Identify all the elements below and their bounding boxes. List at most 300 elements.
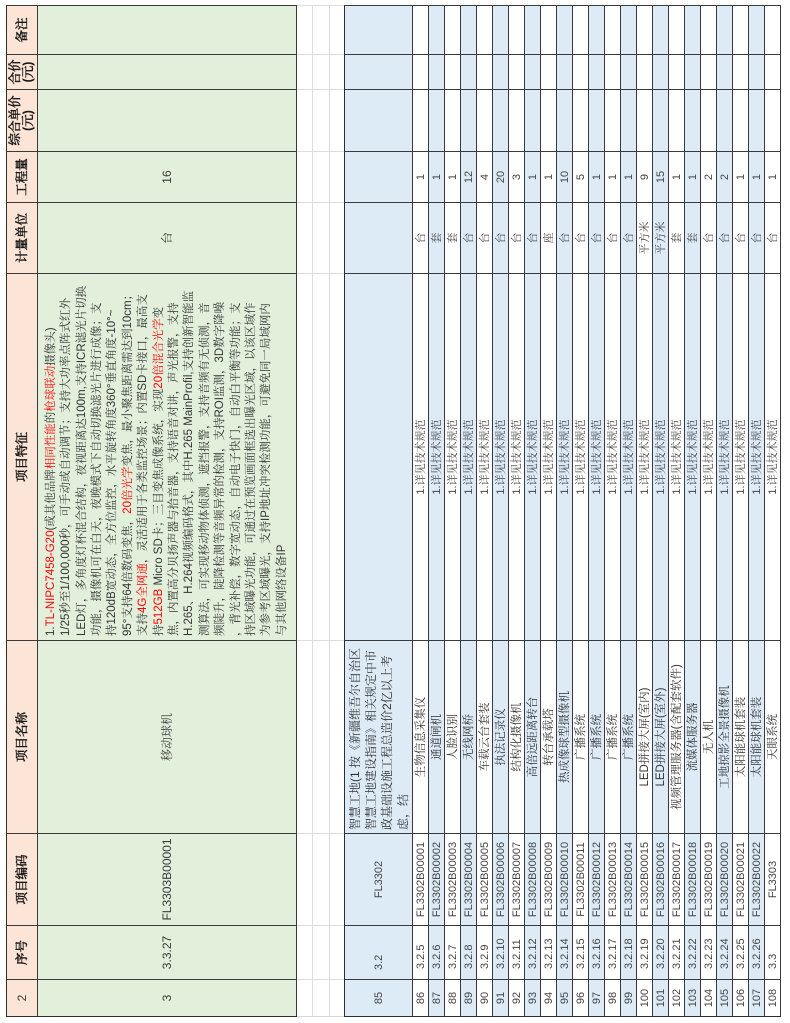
total-price-cell[interactable] [493, 54, 509, 89]
name-cell[interactable] [345, 640, 413, 833]
name-cell[interactable]: 广播系统 [621, 640, 637, 833]
code-cell[interactable]: FL3303 [765, 833, 781, 925]
unit-cell[interactable]: 台 [733, 202, 749, 273]
qty-cell[interactable]: 16 [38, 151, 297, 202]
name-cell[interactable]: 工地掠影全景摄像机 [717, 640, 733, 833]
feature-line [121, 289, 136, 636]
seq-cell[interactable]: 3.3 [765, 925, 781, 979]
qty-cell[interactable]: 4 [477, 151, 493, 202]
unit-price-cell[interactable] [445, 89, 461, 151]
row-index-cell[interactable]: 96 [573, 979, 589, 1016]
feature-line [244, 303, 259, 637]
blank-cell[interactable] [313, 89, 330, 151]
unit-cell[interactable]: 台 [765, 202, 781, 273]
row-index-cell[interactable]: 3 [38, 979, 297, 1016]
row-index-cell[interactable]: 98 [605, 979, 621, 1016]
qty-cell[interactable]: 10 [557, 151, 573, 202]
feature-text: 变焦，最小聚焦距离需达到10cm； [121, 288, 134, 467]
blank-cell[interactable] [330, 273, 345, 640]
unit-cell[interactable]: 台 [493, 202, 509, 273]
unit-price-cell[interactable] [525, 89, 541, 151]
blank-cell[interactable] [330, 640, 345, 833]
feature-line [44, 327, 59, 636]
seq-cell[interactable]: 3.2 [345, 925, 413, 979]
feature-cell[interactable]: 1.详见技术规范 [525, 273, 541, 640]
feature-cell[interactable] [345, 273, 413, 640]
unit-cell[interactable] [345, 202, 413, 273]
qty-cell[interactable]: 20 [493, 151, 509, 202]
seq-cell[interactable]: 3.2.23 [701, 925, 717, 979]
feature-cell[interactable]: 1.详见技术规范 [573, 273, 589, 640]
unit-cell[interactable]: 套 [669, 202, 685, 273]
name-cell[interactable]: 人脸识别 [445, 640, 461, 833]
qty-cell[interactable]: 1 [413, 151, 429, 202]
blank-cell[interactable] [330, 54, 345, 89]
unit-cell[interactable]: 座 [541, 202, 557, 273]
blank-cell[interactable] [297, 202, 313, 273]
total-price-cell[interactable] [573, 54, 589, 89]
remark-cell[interactable] [541, 5, 557, 54]
header-qty[interactable]: 工程量 [7, 151, 38, 202]
feature-cell[interactable]: 1.详见技术规范 [605, 273, 621, 640]
blank-cell[interactable] [313, 833, 330, 925]
unit-price-cell[interactable] [477, 89, 493, 151]
feature-line [152, 307, 167, 636]
seq-cell[interactable]: 3.2.17 [605, 925, 621, 979]
feature-cell[interactable]: 1.详见技术规范 [733, 273, 749, 640]
feature-cell[interactable]: 1.详见技术规范 [621, 273, 637, 640]
unit-price-cell[interactable] [429, 89, 445, 151]
name-cell[interactable]: LED拼接大屏(室外) [653, 640, 669, 833]
remark-cell[interactable] [749, 5, 765, 54]
total-price-cell[interactable] [605, 54, 621, 89]
total-price-cell[interactable] [413, 54, 429, 89]
qty-cell[interactable]: 9 [637, 151, 653, 202]
name-cell[interactable]: 通道闸机 [429, 640, 445, 833]
seq-cell[interactable]: 3.2.9 [477, 925, 493, 979]
name-cell[interactable]: 广播系统 [605, 640, 621, 833]
seq-cell[interactable]: 3.2.19 [637, 925, 653, 979]
feature-cell[interactable]: 1.详见技术规范 [685, 273, 701, 640]
unit-price-cell[interactable] [38, 89, 297, 151]
total-price-cell[interactable] [701, 54, 717, 89]
blank-cell[interactable] [297, 151, 313, 202]
unit-price-cell[interactable] [461, 89, 477, 151]
unit-price-cell[interactable] [637, 89, 653, 151]
unit-price-cell[interactable] [717, 89, 733, 151]
unit-price-cell[interactable] [541, 89, 557, 151]
unit-cell[interactable]: 台 [749, 202, 765, 273]
blank-cell[interactable] [330, 151, 345, 202]
row-index-cell[interactable]: 106 [733, 979, 749, 1016]
code-cell[interactable]: FL3302B00013 [605, 833, 621, 925]
name-cell[interactable]: 生物信息采集仪 [413, 640, 429, 833]
blank-cell[interactable] [313, 273, 330, 640]
row-index-cell[interactable]: 100 [637, 979, 653, 1016]
row-index-cell[interactable]: 86 [413, 979, 429, 1016]
feature-cell[interactable]: 1.详见技术规范 [445, 273, 461, 640]
blank-cell[interactable] [313, 54, 330, 89]
name-cell[interactable]: 广播系统 [589, 640, 605, 833]
row-index-cell[interactable]: 88 [445, 979, 461, 1016]
row-index-cell[interactable]: 99 [621, 979, 637, 1016]
qty-cell[interactable]: 1 [429, 151, 445, 202]
blank-cell[interactable] [313, 151, 330, 202]
remark-cell[interactable] [345, 5, 413, 54]
blank-cell[interactable] [297, 89, 313, 151]
seq-cell[interactable]: 3.2.10 [493, 925, 509, 979]
code-cell[interactable]: FL3302B00022 [749, 833, 765, 925]
seq-cell[interactable]: 3.2.21 [669, 925, 685, 979]
qty-cell[interactable]: 1 [669, 151, 685, 202]
remark-cell[interactable] [525, 5, 541, 54]
name-cell[interactable]: 流媒体服务器 [685, 640, 701, 833]
code-cell[interactable]: FL3302B00005 [477, 833, 493, 925]
total-price-cell[interactable] [621, 54, 637, 89]
row-index-cell[interactable]: 85 [345, 979, 413, 1016]
remark-cell[interactable] [765, 5, 781, 54]
remark-cell[interactable] [685, 5, 701, 54]
feature-cell[interactable]: 1.详见技术规范 [589, 273, 605, 640]
name-cell[interactable]: 高倍远距离转台 [525, 640, 541, 833]
feature-cell[interactable]: 1.详见技术规范 [541, 273, 557, 640]
unit-price-cell[interactable] [509, 89, 525, 151]
remark-cell[interactable] [445, 5, 461, 54]
code-cell[interactable]: FL3302B00018 [685, 833, 701, 925]
unit-cell[interactable]: 台 [38, 202, 297, 273]
remark-cell[interactable] [653, 5, 669, 54]
code-cell[interactable]: FL3302B00011 [573, 833, 589, 925]
row-index-cell[interactable]: 108 [765, 979, 781, 1016]
code-cell[interactable]: FL3302B00012 [589, 833, 605, 925]
row-index-cell[interactable]: 93 [525, 979, 541, 1016]
seq-cell[interactable]: 3.2.26 [749, 925, 765, 979]
total-price-cell[interactable] [717, 54, 733, 89]
unit-cell[interactable]: 台 [573, 202, 589, 273]
unit-cell[interactable]: 台 [701, 202, 717, 273]
remark-cell[interactable] [557, 5, 573, 54]
blank-cell[interactable] [330, 5, 345, 54]
code-cell[interactable]: FL3302B00009 [541, 833, 557, 925]
unit-cell[interactable]: 台 [557, 202, 573, 273]
code-cell[interactable]: FL3302B00010 [557, 833, 573, 925]
row-index-cell[interactable]: 97 [589, 979, 605, 1016]
remark-cell[interactable] [605, 5, 621, 54]
name-cell[interactable]: 太阳能球机套装 [733, 640, 749, 833]
row-index-cell[interactable]: 87 [429, 979, 445, 1016]
feature-cell[interactable]: 1.详见技术规范 [765, 273, 781, 640]
code-cell[interactable]: FL3302 [345, 833, 413, 925]
unit-price-cell[interactable] [765, 89, 781, 151]
feature-cell[interactable]: 1.详见技术规范 [461, 273, 477, 640]
qty-cell[interactable]: 2 [717, 151, 733, 202]
row-index-cell[interactable]: 104 [701, 979, 717, 1016]
blank-cell[interactable] [313, 925, 330, 979]
row-index-cell[interactable]: 89 [461, 979, 477, 1016]
qty-cell[interactable]: 1 [605, 151, 621, 202]
remark-cell[interactable] [717, 5, 733, 54]
total-price-cell[interactable] [477, 54, 493, 89]
unit-price-cell[interactable] [605, 89, 621, 151]
total-price-cell[interactable] [345, 54, 413, 89]
unit-price-cell[interactable] [669, 89, 685, 151]
qty-cell[interactable]: 1 [525, 151, 541, 202]
unit-price-cell[interactable] [701, 89, 717, 151]
header-name[interactable]: 项目名称 [7, 640, 38, 833]
total-price-cell[interactable] [653, 54, 669, 89]
feature-line [275, 545, 290, 636]
remark-cell[interactable] [589, 5, 605, 54]
blank-cell[interactable] [297, 273, 313, 640]
feature-cell[interactable]: 1.详见技术规范 [413, 273, 429, 640]
qty-cell[interactable]: 5 [573, 151, 589, 202]
header-unit[interactable]: 计量单位 [7, 202, 38, 273]
code-cell[interactable]: FL3302B00002 [429, 833, 445, 925]
name-cell[interactable]: 执法记录仪 [493, 640, 509, 833]
name-cell[interactable]: 无人机 [701, 640, 717, 833]
unit-price-cell[interactable] [573, 89, 589, 151]
row-index-cell[interactable]: 103 [685, 979, 701, 1016]
seq-cell[interactable]: 3.2.13 [541, 925, 557, 979]
feature-cell[interactable]: 1.详见技术规范 [429, 273, 445, 640]
qty-cell[interactable]: 3 [509, 151, 525, 202]
qty-cell[interactable]: 1 [765, 151, 781, 202]
qty-cell[interactable]: 1 [445, 151, 461, 202]
seq-cell[interactable]: 3.2.15 [573, 925, 589, 979]
name-cell[interactable]: 广播系统 [573, 640, 589, 833]
header-unit-price[interactable]: 综合单价(元) [7, 89, 38, 151]
code-cell[interactable]: FL3302B00019 [701, 833, 717, 925]
seq-cell[interactable]: 3.3.27 [38, 925, 297, 979]
name-cell[interactable]: 无线网桥 [461, 640, 477, 833]
unit-cell[interactable]: 台 [413, 202, 429, 273]
total-price-cell[interactable] [509, 54, 525, 89]
unit-price-cell[interactable] [653, 89, 669, 151]
row-index-cell[interactable]: 90 [477, 979, 493, 1016]
unit-cell[interactable]: 台 [477, 202, 493, 273]
remark-cell[interactable] [477, 5, 493, 54]
seq-cell[interactable]: 3.2.11 [509, 925, 525, 979]
feature-cell[interactable] [38, 273, 297, 640]
row-index-cell[interactable]: 102 [669, 979, 685, 1016]
header-row-index[interactable]: 2 [7, 979, 38, 1016]
unit-cell[interactable]: 套 [445, 202, 461, 273]
code-cell[interactable]: FL3302B00001 [413, 833, 429, 925]
code-cell[interactable]: FL3302B00017 [669, 833, 685, 925]
blank-cell[interactable] [297, 5, 313, 54]
code-cell[interactable]: FL3302B00004 [461, 833, 477, 925]
total-price-cell[interactable] [589, 54, 605, 89]
header-feature[interactable]: 项目特征 [7, 273, 38, 640]
unit-cell[interactable]: 台 [509, 202, 525, 273]
unit-cell[interactable]: 套 [685, 202, 701, 273]
qty-cell[interactable]: 1 [541, 151, 557, 202]
remark-cell[interactable] [493, 5, 509, 54]
qty-cell[interactable]: 2 [701, 151, 717, 202]
unit-cell[interactable]: 平方米 [653, 202, 669, 273]
feature-cell[interactable]: 1.详见技术规范 [669, 273, 685, 640]
unit-cell[interactable]: 平方米 [637, 202, 653, 273]
code-cell[interactable]: FL3302B00016 [653, 833, 669, 925]
seq-cell[interactable]: 3.2.16 [589, 925, 605, 979]
header-seq[interactable]: 序号 [7, 925, 38, 979]
unit-price-cell[interactable] [589, 89, 605, 151]
unit-cell[interactable]: 套 [429, 202, 445, 273]
row-index-cell[interactable]: 107 [749, 979, 765, 1016]
code-cell[interactable]: FL3302B00020 [717, 833, 733, 925]
row-index-cell[interactable]: 105 [717, 979, 733, 1016]
total-price-cell[interactable] [461, 54, 477, 89]
blank-cell[interactable] [297, 640, 313, 833]
total-price-cell[interactable] [429, 54, 445, 89]
remark-cell[interactable] [509, 5, 525, 54]
qty-cell[interactable]: 1 [685, 151, 701, 202]
header-remark[interactable]: 备注 [7, 5, 38, 54]
seq-cell[interactable]: 3.2.12 [525, 925, 541, 979]
unit-price-cell[interactable] [733, 89, 749, 151]
blank-cell[interactable] [313, 202, 330, 273]
name-cell[interactable]: LED拼接大屏(室内) [637, 640, 653, 833]
seq-cell[interactable]: 3.2.22 [685, 925, 701, 979]
total-price-cell[interactable] [637, 54, 653, 89]
qty-cell[interactable]: 1 [749, 151, 765, 202]
total-price-cell[interactable] [669, 54, 685, 89]
blank-cell[interactable] [330, 979, 345, 1016]
feature-text-highlight: 相同性能 [44, 423, 57, 470]
total-price-cell[interactable] [38, 54, 297, 89]
seq-cell[interactable]: 3.2.6 [429, 925, 445, 979]
total-price-cell[interactable] [685, 54, 701, 89]
qty-cell[interactable]: 1 [621, 151, 637, 202]
feature-cell[interactable]: 1.详见技术规范 [557, 273, 573, 640]
feature-cell[interactable]: 1.详见技术规范 [653, 273, 669, 640]
row-index-cell[interactable]: 91 [493, 979, 509, 1016]
code-cell[interactable]: FL3302B00008 [525, 833, 541, 925]
name-cell[interactable]: 结构化摄像机 [509, 640, 525, 833]
unit-cell[interactable]: 台 [589, 202, 605, 273]
feature-cell[interactable]: 1.详见技术规范 [509, 273, 525, 640]
blank-cell[interactable] [297, 54, 313, 89]
feature-cell[interactable]: 1.详见技术规范 [717, 273, 733, 640]
code-cell[interactable]: FL3303B00001 [38, 833, 297, 925]
feature-text: 1/25秒至1/100,000秒，可手动或自动调节；支持大功率点阵式红外 [60, 297, 73, 636]
blank-cell[interactable] [297, 979, 313, 1016]
total-price-cell[interactable] [733, 54, 749, 89]
blank-cell[interactable] [330, 89, 345, 151]
remark-cell[interactable] [669, 5, 685, 54]
code-cell[interactable]: FL3302B00015 [637, 833, 653, 925]
unit-price-cell[interactable] [557, 89, 573, 151]
row-index-cell[interactable]: 92 [509, 979, 525, 1016]
name-cell[interactable]: 移动球机 [38, 640, 297, 833]
name-cell[interactable]: 视频管理服务器(含配套软件) [669, 640, 685, 833]
remark-cell[interactable] [38, 5, 297, 54]
blank-cell[interactable] [313, 979, 330, 1016]
name-line: 智慧工地建设指南》相关规定中市 [364, 649, 378, 830]
blank-cell[interactable] [313, 640, 330, 833]
qty-cell[interactable]: 1 [733, 151, 749, 202]
feature-cell[interactable]: 1.详见技术规范 [701, 273, 717, 640]
remark-cell[interactable] [461, 5, 477, 54]
seq-cell[interactable]: 3.2.24 [717, 925, 733, 979]
header-code[interactable]: 项目编码 [7, 833, 38, 925]
total-price-cell[interactable] [541, 54, 557, 89]
blank-cell[interactable] [297, 833, 313, 925]
seq-cell[interactable]: 3.2.14 [557, 925, 573, 979]
seq-cell[interactable]: 3.2.5 [413, 925, 429, 979]
seq-cell[interactable]: 3.2.20 [653, 925, 669, 979]
name-cell[interactable]: 热成像球型摄像机 [557, 640, 573, 833]
total-price-cell[interactable] [765, 54, 781, 89]
row-index-cell[interactable]: 95 [557, 979, 573, 1016]
unit-cell[interactable]: 台 [717, 202, 733, 273]
unit-price-cell[interactable] [413, 89, 429, 151]
header-total-price[interactable]: 合价(元) [7, 54, 38, 89]
qty-cell[interactable]: 12 [461, 151, 477, 202]
seq-cell[interactable]: 3.2.18 [621, 925, 637, 979]
unit-price-cell[interactable] [749, 89, 765, 151]
blank-cell[interactable] [313, 5, 330, 54]
unit-cell[interactable]: 台 [621, 202, 637, 273]
unit-cell[interactable]: 台 [525, 202, 541, 273]
feature-text-highlight: 枪球联动 [44, 365, 57, 412]
name-cell[interactable]: 转台承载塔 [541, 640, 557, 833]
total-price-cell[interactable] [525, 54, 541, 89]
unit-price-cell[interactable] [621, 89, 637, 151]
remark-cell[interactable] [637, 5, 653, 54]
name-cell[interactable]: 天眼系统 [765, 640, 781, 833]
blank-cell[interactable] [330, 833, 345, 925]
blank-cell[interactable] [330, 925, 345, 979]
feature-cell[interactable]: 1.详见技术规范 [637, 273, 653, 640]
name-cell[interactable]: 车载云台套装 [477, 640, 493, 833]
remark-cell[interactable] [701, 5, 717, 54]
qty-cell[interactable]: 1 [589, 151, 605, 202]
total-price-cell[interactable] [749, 54, 765, 89]
code-cell[interactable]: FL3302B00014 [621, 833, 637, 925]
feature-cell[interactable]: 1.详见技术规范 [477, 273, 493, 640]
code-cell[interactable]: FL3302B00003 [445, 833, 461, 925]
remark-cell[interactable] [429, 5, 445, 54]
seq-cell[interactable]: 3.2.7 [445, 925, 461, 979]
unit-cell[interactable]: 台 [461, 202, 477, 273]
code-cell[interactable]: FL3302B00006 [493, 833, 509, 925]
unit-cell[interactable]: 台 [605, 202, 621, 273]
qty-cell[interactable] [345, 151, 413, 202]
total-price-cell[interactable] [557, 54, 573, 89]
remark-cell[interactable] [621, 5, 637, 54]
unit-price-cell[interactable] [493, 89, 509, 151]
code-cell[interactable]: FL3302B00007 [509, 833, 525, 925]
blank-cell[interactable] [330, 202, 345, 273]
qty-cell[interactable]: 15 [653, 151, 669, 202]
total-price-cell[interactable] [445, 54, 461, 89]
unit-price-cell[interactable] [345, 89, 413, 151]
seq-cell[interactable]: 3.2.25 [733, 925, 749, 979]
remark-cell[interactable] [733, 5, 749, 54]
code-cell[interactable]: FL3302B00021 [733, 833, 749, 925]
row-index-cell[interactable]: 94 [541, 979, 557, 1016]
feature-cell[interactable]: 1.详见技术规范 [493, 273, 509, 640]
row-index-cell[interactable]: 101 [653, 979, 669, 1016]
remark-cell[interactable] [413, 5, 429, 54]
seq-cell[interactable]: 3.2.8 [461, 925, 477, 979]
feature-cell[interactable]: 1.详见技术规范 [749, 273, 765, 640]
blank-cell[interactable] [297, 925, 313, 979]
remark-cell[interactable] [573, 5, 589, 54]
unit-price-cell[interactable] [685, 89, 701, 151]
name-cell[interactable]: 太阳能球机套装 [749, 640, 765, 833]
